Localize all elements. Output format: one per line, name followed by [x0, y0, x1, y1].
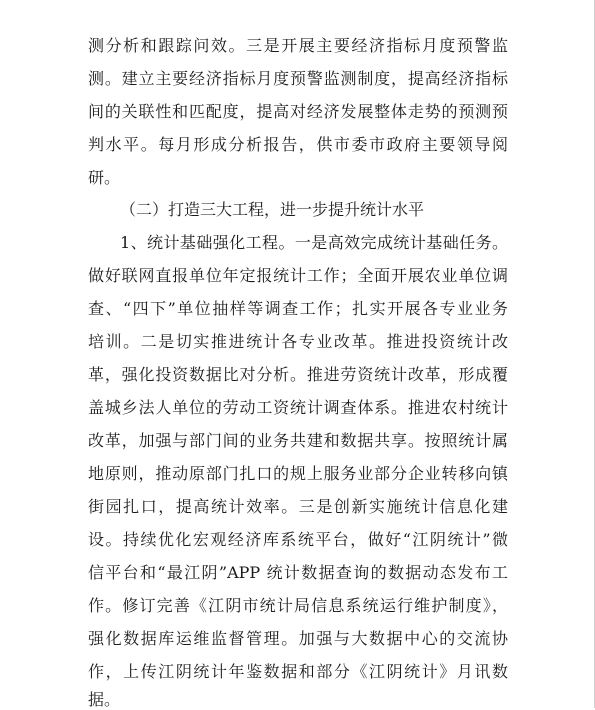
- body-text-line: 间的关联性和匹配度，提高对经济发展整体走势的预测预: [88, 102, 508, 121]
- section-heading: （二）打造三大工程，进一步提升统计水平: [120, 200, 425, 219]
- body-text-line: 盖城乡法人单位的劳动工资统计调查体系。推进农村统计: [88, 398, 508, 417]
- body-text-line: 地原则，推动原部门扎口的规上服务业部分企业转移向镇: [88, 464, 508, 483]
- body-text-line: 培训。二是切实推进统计各专业改革。推进投资统计改: [88, 332, 508, 351]
- body-text-line: 测分析和跟踪问效。三是开展主要经济指标月度预警监: [88, 36, 508, 55]
- body-text-line: 作，上传江阴统计年鉴数据和部分《江阴统计》月讯数: [88, 662, 508, 681]
- body-text-line: 据。: [88, 690, 121, 709]
- body-text-line: 判水平。每月形成分析报告，供市委市政府主要领导阅: [88, 135, 508, 154]
- body-text-line: 革，强化投资数据比对分析。推进劳资统计改革，形成覆: [88, 365, 508, 384]
- body-text-line: 作。修订完善《江阴市统计局信息系统运行维护制度》，: [88, 596, 508, 615]
- body-text-line: 研。: [88, 168, 121, 187]
- body-text-line: 信平台和“最江阴”APP 统计数据查询的数据动态发布工: [88, 563, 508, 582]
- body-text-line: 做好联网直报单位年定报统计工作；全面开展农业单位调: [88, 266, 508, 285]
- body-text-line: 街园扎口，提高统计效率。三是创新实施统计信息化建: [88, 497, 508, 516]
- body-text-line: 改革，加强与部门间的业务共建和数据共享。按照统计属: [88, 431, 508, 450]
- body-text-line: 测。建立主要经济指标月度预警监测制度，提高经济指标: [88, 69, 508, 88]
- body-text-line: 查、“四下”单位抽样等调查工作；扎实开展各专业业务: [88, 299, 508, 318]
- body-text-line: 设。持续优化宏观经济库系统平台，做好“江阴统计”微: [88, 530, 508, 549]
- body-text-line: 强化数据库运维监督管理。加强与大数据中心的交流协: [88, 629, 508, 648]
- body-text-line: 1、统计基础强化工程。一是高效完成统计基础任务。: [120, 233, 508, 252]
